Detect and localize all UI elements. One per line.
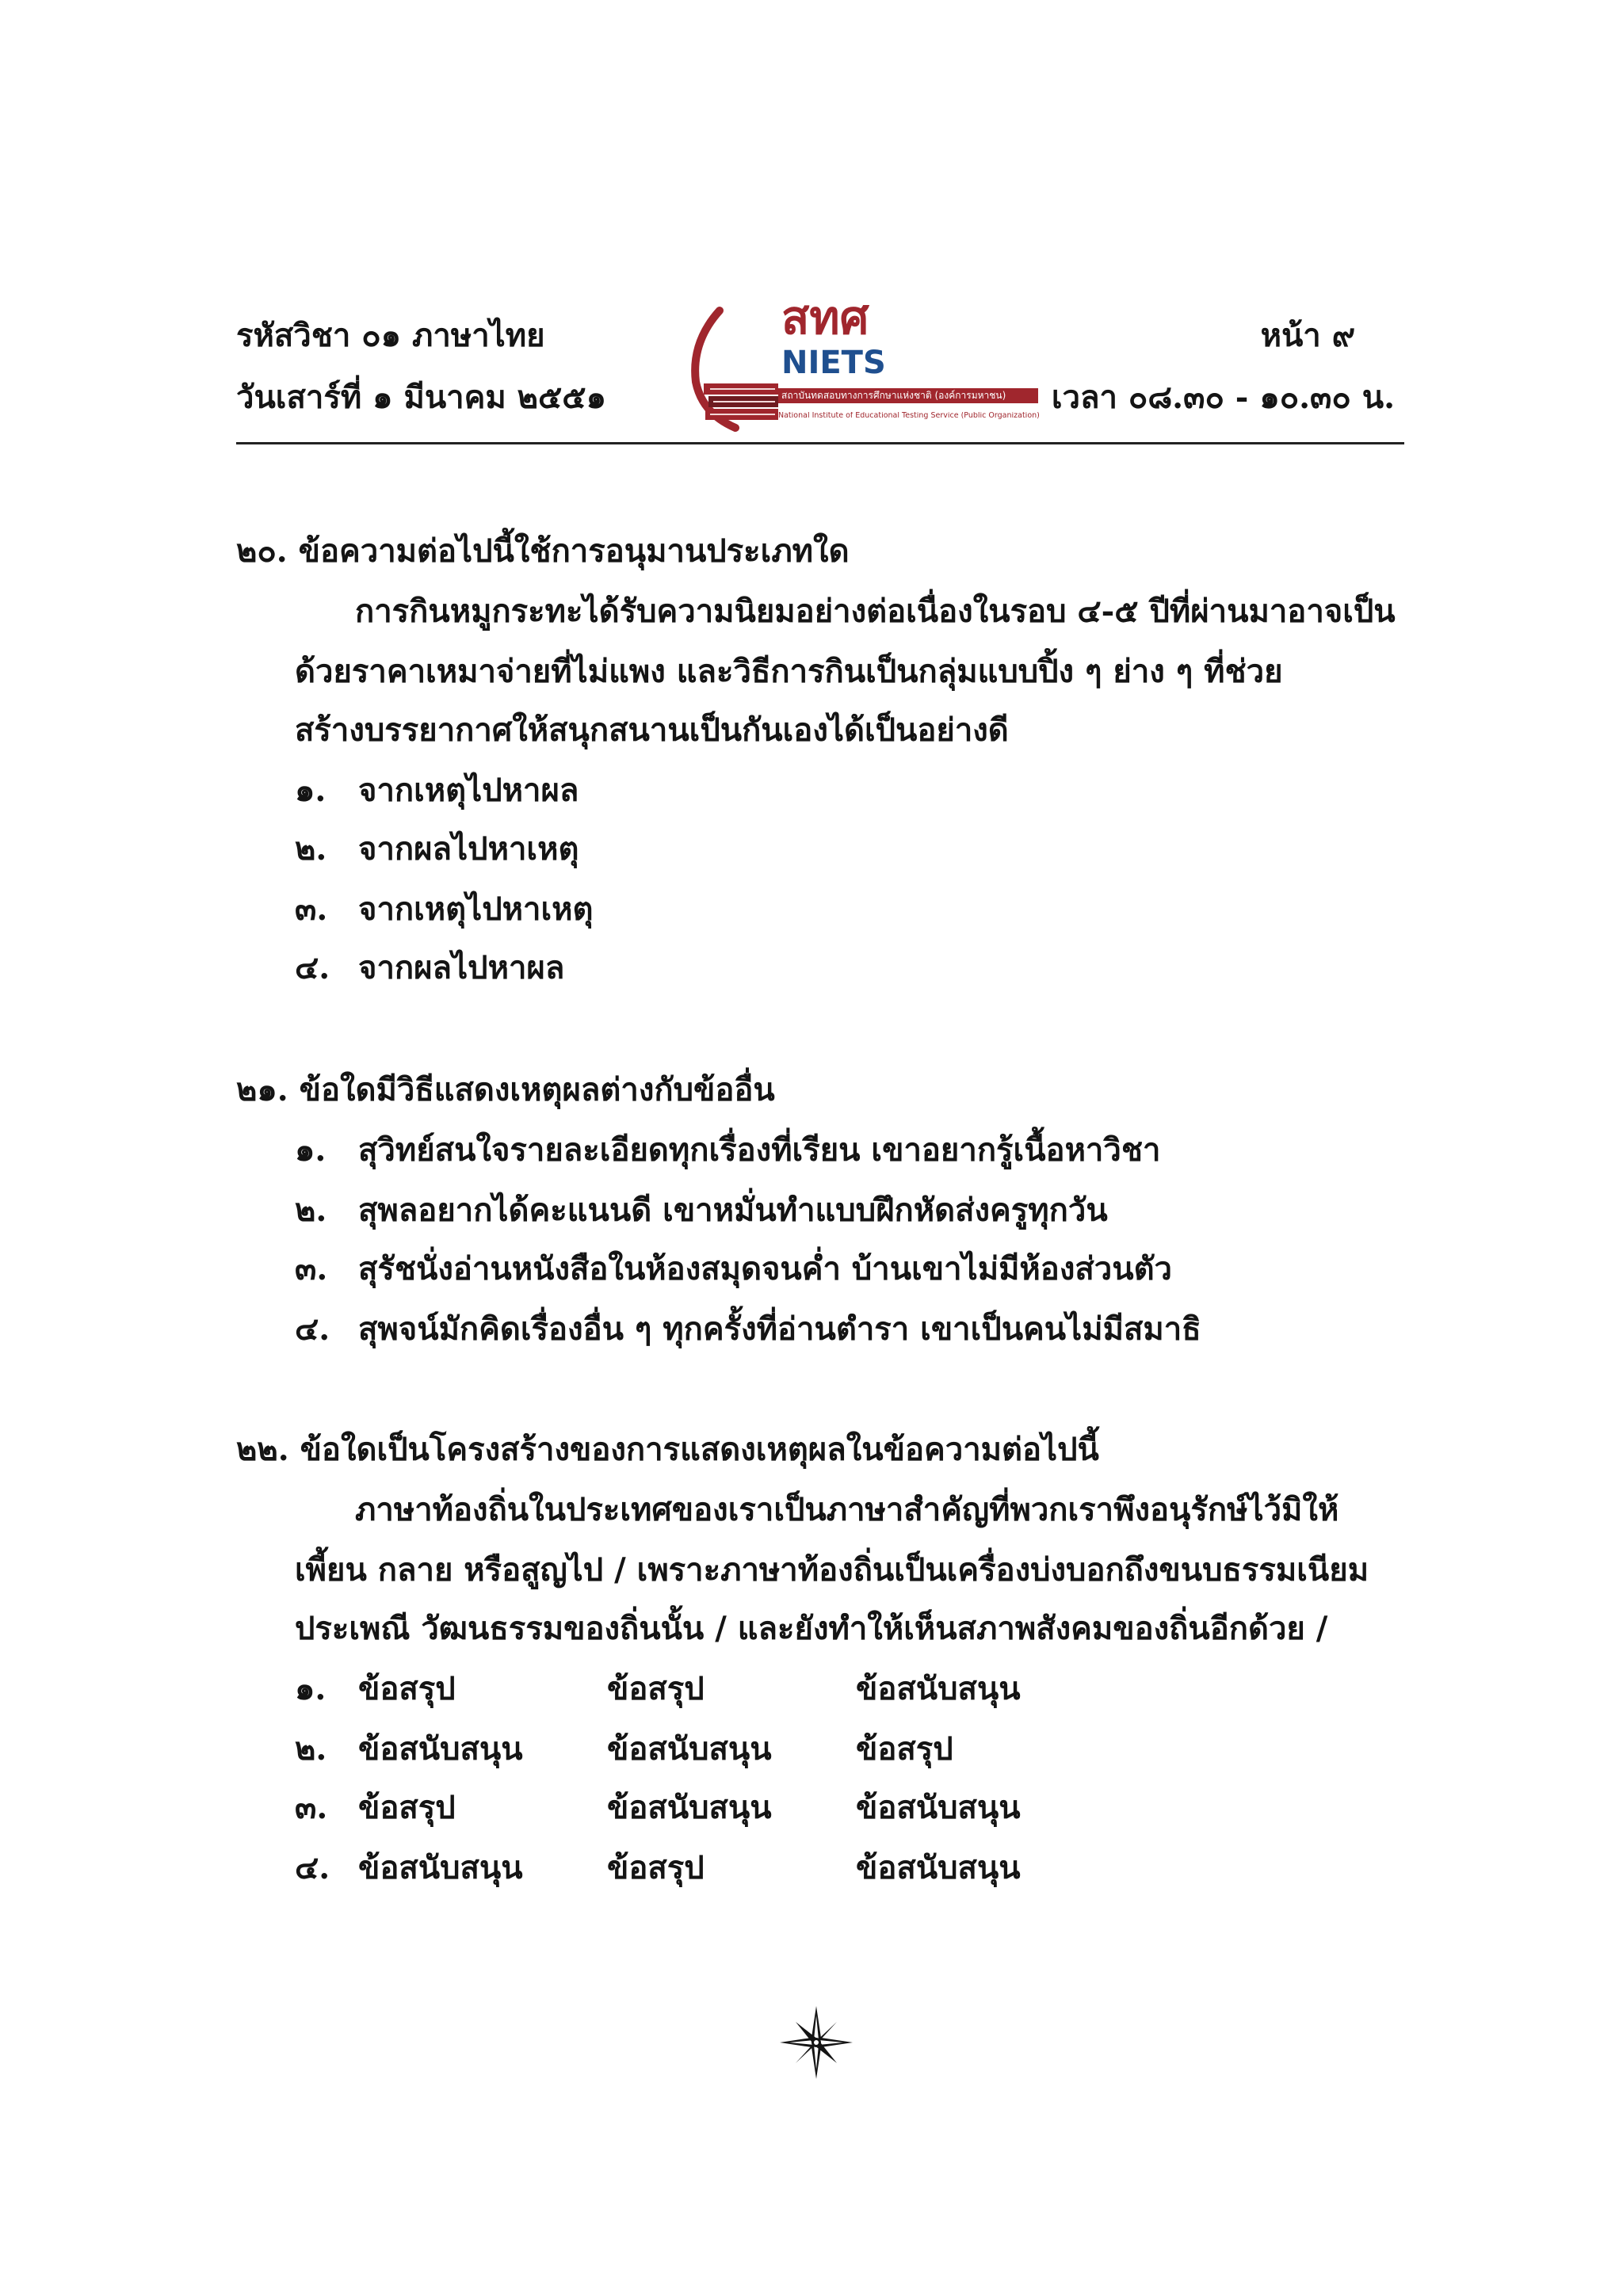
question-22-passage-line: ประเพณี วัฒนธรรมของถิ่นนั้น / และยังทำให้เห็นสภาพสังคมของถิ่นอีกด้วย / — [295, 1610, 1328, 1647]
question-22-option-3-col3: ข้อสนับสนุน — [856, 1789, 1021, 1826]
page-number: หน้า ๙ — [1260, 317, 1355, 354]
question-20-option-4: จากผลไปหาผล — [358, 949, 565, 986]
option-number: ๑. — [295, 1131, 327, 1169]
option-number: ๔. — [295, 1310, 330, 1348]
subject-code: รหัสวิชา ๐๑ ภาษาไทย — [236, 317, 545, 354]
header-divider — [236, 442, 1404, 444]
niets-logo — [688, 291, 1040, 434]
question-20-passage-line: ด้วยราคาเหมาจ่ายที่ไม่แพง และวิธีการกินเป็นกลุ่มแบบปิ้ง ๆ ย่าง ๆ ที่ช่วย — [295, 653, 1283, 690]
question-21-option-4: สุพจน์มักคิดเรื่องอื่น ๆ ทุกครั้งที่อ่านตำรา เขาเป็นคนไม่มีสมาธิ — [358, 1310, 1201, 1348]
question-22-title: ๒๒. ข้อใดเป็นโครงสร้างของการแสดงเหตุผลในข้อความต่อไปนี้ — [236, 1431, 1099, 1468]
option-number: ๑. — [295, 1670, 327, 1707]
question-20-title: ๒๐. ข้อความต่อไปนี้ใช้การอนุมานประเภทใด — [236, 532, 850, 570]
question-20-passage-line: สร้างบรรยากาศให้สนุกสนานเป็นกันเองได้เป็นอย่างดี — [295, 711, 1009, 749]
compass-star-icon — [778, 2004, 854, 2081]
question-22-option-4-col2: ข้อสรุป — [607, 1849, 705, 1886]
option-number: ๑. — [295, 772, 327, 809]
option-number: ๒. — [295, 830, 327, 868]
option-number: ๒. — [295, 1730, 327, 1768]
option-number: ๓. — [295, 1789, 328, 1826]
logo-english-name: National Institute of Educational Testing Service (Public Organization) — [778, 412, 1040, 420]
question-20-passage-line: การกินหมูกระทะได้รับความนิยมอย่างต่อเนื่องในรอบ ๔-๕ ปีที่ผ่านมาอาจเป็น — [355, 593, 1396, 630]
question-20-option-1: จากเหตุไปหาผล — [358, 772, 579, 809]
question-22-option-1-col1: ข้อสรุป — [358, 1670, 456, 1707]
option-number: ๓. — [295, 891, 328, 928]
question-22-option-2-col2: ข้อสนับสนุน — [607, 1730, 772, 1768]
logo-thai-name: สถาบันทดสอบทางการศึกษาแห่งชาติ (องค์การมหาชน) — [778, 388, 1038, 403]
question-20-option-3: จากเหตุไปหาเหตุ — [358, 891, 594, 928]
question-22-option-4-col3: ข้อสนับสนุน — [856, 1849, 1021, 1886]
exam-time: เวลา ๐๘.๓๐ - ๑๐.๓๐ น. — [1051, 379, 1395, 416]
question-22-option-3-col2: ข้อสนับสนุน — [607, 1789, 772, 1826]
question-22-option-1-col2: ข้อสรุป — [607, 1670, 705, 1707]
question-22-passage-line: เพี้ยน กลาย หรือสูญไป / เพราะภาษาท้องถิ่นเป็นเครื่องบ่งบอกถึงขนบธรรมเนียม — [295, 1551, 1369, 1589]
option-number: ๔. — [295, 1849, 330, 1886]
question-22-option-3-col1: ข้อสรุป — [358, 1789, 456, 1826]
question-22-option-2-col3: ข้อสรุป — [856, 1730, 953, 1768]
logo-title: สทศ — [781, 291, 869, 345]
question-21-option-2: สุพลอยากได้คะแนนดี เขาหมั่นทำแบบฝึกหัดส่งครูทุกวัน — [358, 1192, 1108, 1229]
question-21-title: ๒๑. ข้อใดมีวิธีแสดงเหตุผลต่างกับข้ออื่น — [236, 1071, 775, 1108]
logo-abbreviation: NIETS — [781, 345, 886, 381]
option-number: ๒. — [295, 1192, 327, 1229]
question-22-option-2-col1: ข้อสนับสนุน — [358, 1730, 523, 1768]
question-22-option-4-col1: ข้อสนับสนุน — [358, 1849, 523, 1886]
question-20-option-2: จากผลไปหาเหตุ — [358, 830, 579, 868]
question-21-option-1: สุวิทย์สนใจรายละเอียดทุกเรื่องที่เรียน เขาอยากรู้เนื้อหาวิชา — [358, 1131, 1161, 1169]
question-21-option-3: สุรัชนั่งอ่านหนังสือในห้องสมุดจนค่ำ บ้านเขาไม่มีห้องส่วนตัว — [358, 1250, 1173, 1287]
exam-date: วันเสาร์ที่ ๑ มีนาคม ๒๕๕๑ — [236, 379, 606, 416]
option-number: ๓. — [295, 1250, 328, 1287]
question-22-option-1-col3: ข้อสนับสนุน — [856, 1670, 1021, 1707]
niets-emblem-icon — [688, 295, 783, 434]
question-22-passage-line: ภาษาท้องถิ่นในประเทศของเราเป็นภาษาสำคัญที่พวกเราพึงอนุรักษ์ไว้มิให้ — [355, 1491, 1339, 1528]
option-number: ๔. — [295, 949, 330, 986]
